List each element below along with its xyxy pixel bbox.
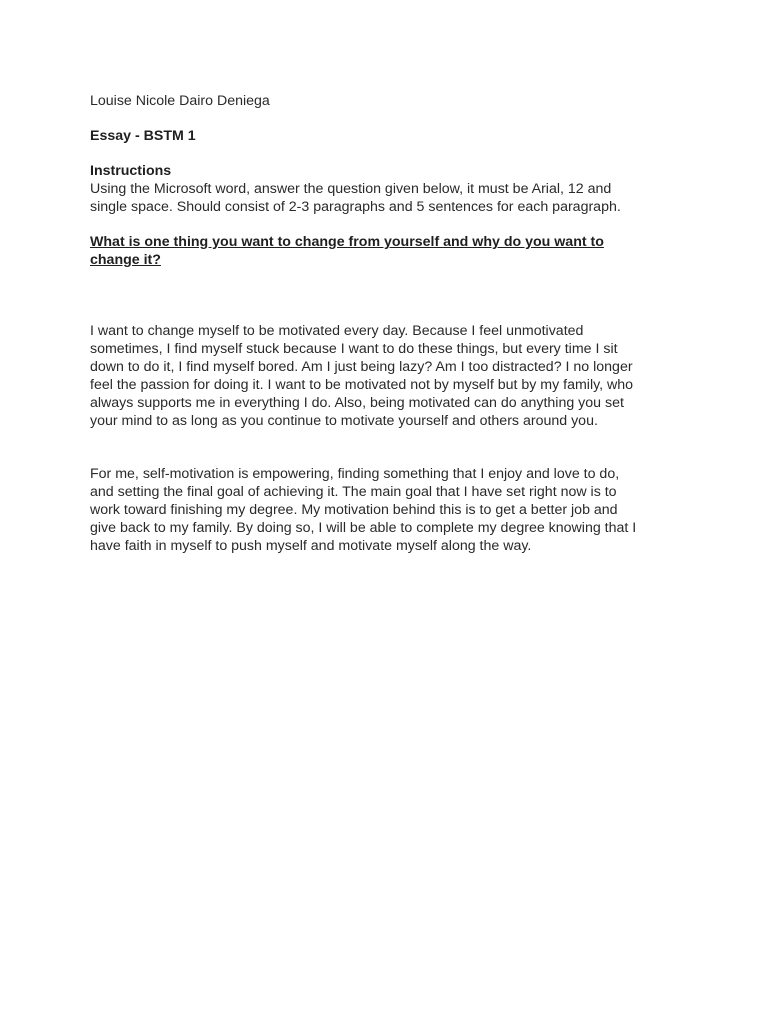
paragraph-line: always supports me in everything I do. Also, being motivated can do anything you set	[90, 395, 624, 411]
essay-paragraph-2	[90, 465, 680, 555]
essay-paragraph-1	[90, 322, 680, 430]
question-line: change it?	[90, 252, 161, 268]
paragraph-line: feel the passion for doing it. I want to be motivated not by myself but by my family, who	[90, 377, 634, 393]
paragraph-line: sometimes, I find myself stuck because I want to do these things, but every time I sit	[90, 341, 618, 357]
instructions-text	[90, 180, 680, 216]
question-line: What is one thing you want to change from yourself and why do you want to	[90, 234, 604, 250]
document-body	[90, 92, 680, 555]
paragraph-line: and setting the final goal of achieving it. The main goal that I have set right now is to	[90, 484, 617, 500]
essay-title: Essay - BSTM 1	[90, 128, 196, 144]
author-name: Louise Nicole Dairo Deniega	[90, 93, 270, 109]
paragraph-line: I want to change myself to be motivated every day. Because I feel unmotivated	[90, 323, 584, 339]
paragraph-line: down to do it, I find myself bored. Am I just being lazy? Am I too distracted? I no longer	[90, 359, 633, 375]
instructions-heading: Instructions	[90, 163, 172, 179]
paragraph-line: have faith in myself to push myself and motivate myself along the way.	[90, 538, 532, 554]
paragraph-line: your mind to as long as you continue to motivate yourself and others around you.	[90, 413, 598, 429]
paragraph-line: work toward finishing my degree. My motivation behind this is to get a better job and	[90, 502, 618, 518]
paragraph-line: give back to my family. By doing so, I will be able to complete my degree knowing that I	[90, 520, 637, 536]
instructions-line: Using the Microsoft word, answer the question given below, it must be Arial, 12 and	[90, 181, 612, 197]
instructions-line: single space. Should consist of 2-3 paragraphs and 5 sentences for each paragraph.	[90, 199, 621, 215]
paragraph-line: For me, self-motivation is empowering, finding something that I enjoy and love to do,	[90, 466, 620, 482]
essay-question	[90, 233, 680, 269]
